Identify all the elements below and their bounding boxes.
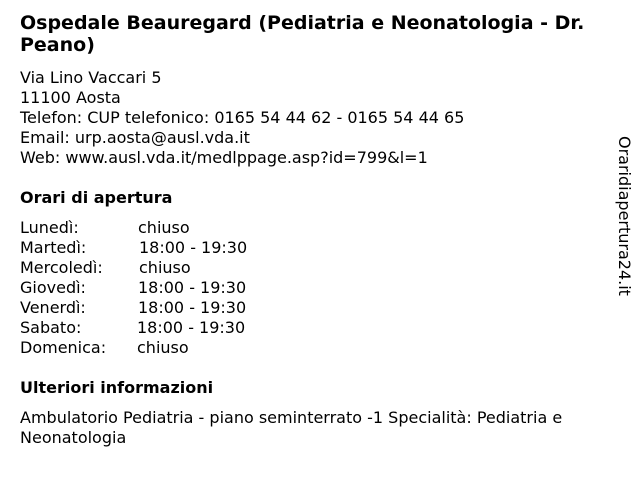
time-value: 18:00 - 19:30	[138, 298, 247, 317]
opening-hours-table	[20, 218, 620, 358]
day-label: Giovedì:	[20, 278, 86, 297]
time-value: 18:00 - 19:30	[139, 238, 248, 257]
hours-row	[20, 278, 620, 298]
day-label: Domenica:	[20, 338, 107, 357]
day-label: Martedì:	[20, 238, 87, 257]
time-value: chiuso	[138, 218, 190, 237]
page-content	[20, 12, 620, 448]
day-label: Lunedì:	[20, 218, 79, 237]
page-title: Ospedale Beauregard (Pediatria e Neonatologia - Dr. Peano)	[20, 12, 585, 56]
time-value: chiuso	[139, 258, 191, 277]
city-address: 11100 Aosta	[20, 88, 121, 107]
time-value: 18:00 - 19:30	[138, 278, 247, 297]
hours-row	[20, 258, 620, 278]
day-label: Sabato:	[20, 318, 82, 337]
hours-row	[20, 238, 620, 258]
more-info-heading: Ulteriori informazioni	[20, 378, 214, 397]
time-value: chiuso	[137, 338, 189, 357]
phone-info: Telefon: CUP telefonico: 0165 54 44 62 - 0165 54 44 65	[20, 108, 465, 127]
hours-row	[20, 318, 620, 338]
hours-row	[20, 218, 620, 238]
email-info[interactable]: Email: urp.aosta@ausl.vda.it	[20, 128, 250, 147]
opening-hours-heading: Orari di apertura	[20, 188, 173, 207]
site-watermark: Oraridiapertura24.it	[615, 136, 634, 296]
day-label: Venerdì:	[20, 298, 86, 317]
web-info[interactable]: Web: www.ausl.vda.it/medlppage.asp?id=799&l=1	[20, 148, 428, 167]
street-address: Via Lino Vaccari 5	[20, 68, 162, 87]
time-value: 18:00 - 19:30	[137, 318, 246, 337]
day-label: Mercoledì:	[20, 258, 103, 277]
address-block	[20, 68, 620, 168]
hours-row	[20, 298, 620, 318]
hours-row	[20, 338, 620, 358]
more-info-text: Ambulatorio Pediatria - piano seminterrato -1 Specialità: Pediatria e Neonatologia	[20, 408, 563, 447]
